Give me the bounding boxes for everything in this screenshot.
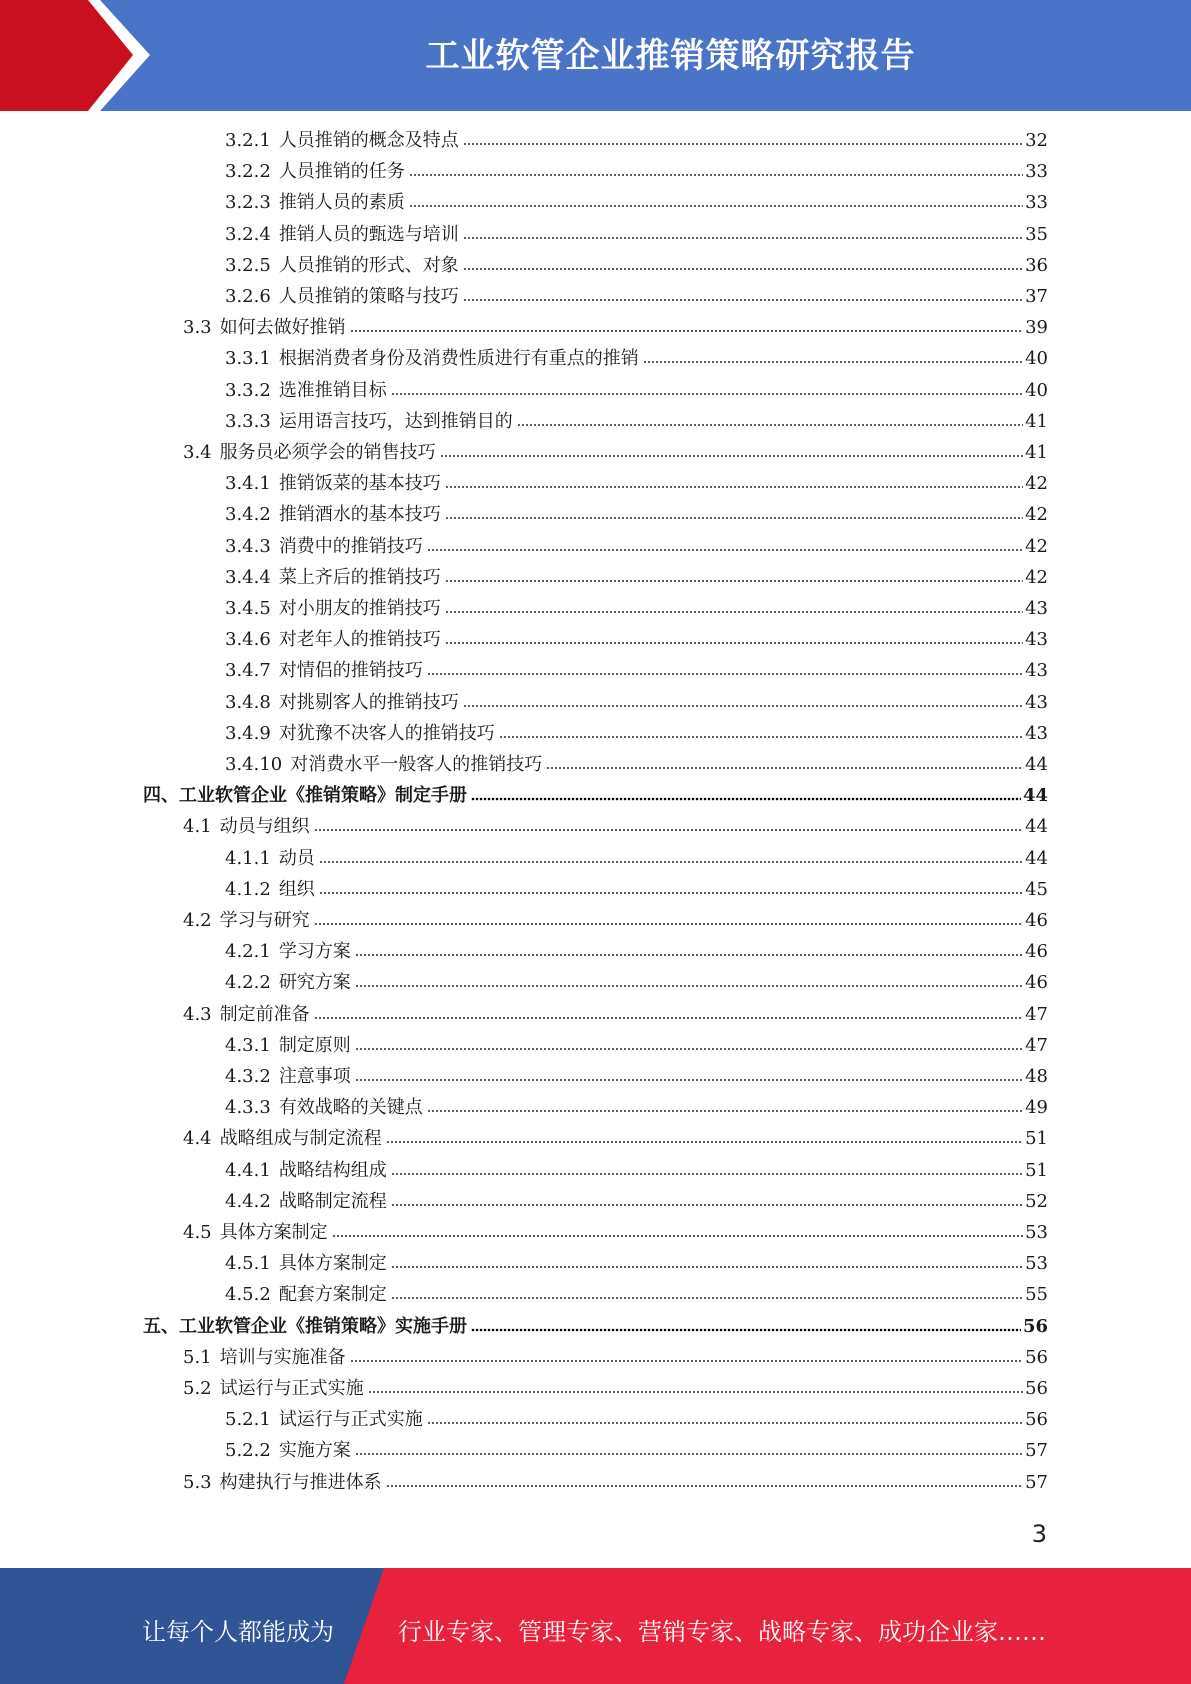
toc-entry[interactable]: [225, 409, 1048, 435]
toc-dot-leader: [427, 671, 1023, 677]
toc-entry-title: 推销人员的素质: [278, 192, 405, 214]
toc-dot-leader: [391, 1171, 1023, 1177]
toc-entry-number: 5.3: [183, 1471, 212, 1493]
toc-entry-title: 战略组成与制定流程: [219, 1128, 382, 1150]
toc-dot-leader: [391, 1202, 1023, 1208]
toc-entry[interactable]: [225, 284, 1048, 310]
toc-dot-leader: [546, 765, 1023, 771]
toc-dot-leader: [391, 391, 1023, 397]
toc-entry-title: 人员推销的策略与技巧: [278, 286, 459, 307]
toc-entry[interactable]: [225, 1438, 1048, 1464]
toc-dot-leader: [391, 1295, 1023, 1301]
toc-entry[interactable]: [183, 1345, 1048, 1371]
toc-entry-page: 56: [1025, 1346, 1048, 1368]
toc-dot-leader: [391, 1264, 1023, 1270]
toc-dot-leader: [471, 796, 1021, 802]
toc-entry-number: 4.5: [183, 1222, 212, 1243]
toc-entry-page: 48: [1025, 1066, 1048, 1087]
toc-dot-leader: [643, 359, 1023, 365]
toc-entry[interactable]: [225, 846, 1048, 872]
toc-entry-title: 选准推销目标: [278, 379, 387, 401]
toc-entry-page: 43: [1025, 691, 1048, 713]
toc-entry-page: 36: [1025, 254, 1048, 276]
toc-entry[interactable]: [225, 128, 1048, 154]
toc-entry-number: 4.3: [183, 1003, 212, 1025]
toc-entry-number: 3.4.5: [225, 598, 271, 619]
toc-entry-page: 42: [1025, 504, 1048, 526]
toc-entry-page: 49: [1025, 1097, 1048, 1119]
toc-entry-number: 3.2.2: [225, 161, 271, 183]
toc-entry-title: 对小朋友的推销技巧: [278, 598, 441, 619]
toc-dot-leader: [427, 547, 1023, 553]
toc-entry-number: 4.1: [183, 816, 212, 838]
toc-entry-page: 44: [1025, 816, 1048, 838]
toc-entry-title: 推销酒水的基本技巧: [278, 504, 441, 526]
toc-entry-number: 3.3: [183, 317, 212, 339]
toc-entry-page: 44: [1025, 754, 1048, 775]
toc-entry-title: 工业软管企业《推销策略》实施手册: [179, 1315, 467, 1337]
toc-dot-leader: [517, 422, 1023, 428]
toc-entry[interactable]: [225, 1251, 1048, 1277]
toc-entry-title: 试运行与正式实施: [219, 1378, 364, 1399]
toc-entry[interactable]: [225, 1064, 1048, 1090]
toc-entry-number: 4.4.1: [225, 1159, 271, 1181]
toc-entry[interactable]: [183, 1376, 1048, 1402]
toc-entry-title: 注意事项: [278, 1066, 351, 1087]
toc-entry-page: 53: [1025, 1253, 1048, 1275]
toc-dot-leader: [471, 1327, 1021, 1333]
toc-entry-number: 3.2.5: [225, 254, 271, 276]
toc-dot-leader: [409, 203, 1023, 209]
toc-entry-page: 57: [1025, 1440, 1048, 1462]
toc-entry-page: 47: [1025, 1034, 1048, 1056]
toc-entry-number: 3.3.2: [225, 379, 271, 401]
toc-dot-leader: [463, 235, 1023, 241]
toc-entry-number: 3.4.9: [225, 722, 271, 744]
toc-dot-leader: [409, 172, 1023, 178]
toc-dot-leader: [314, 1015, 1023, 1021]
toc-entry-number: 4.2.1: [225, 941, 271, 963]
toc-entry-page: 55: [1025, 1284, 1048, 1306]
toc-dot-leader: [350, 1358, 1023, 1364]
toc-dot-leader: [463, 266, 1023, 272]
toc-entry-page: 53: [1025, 1222, 1048, 1243]
toc-entry-title: 学习与研究: [219, 910, 310, 931]
toc-dot-leader: [368, 1389, 1023, 1395]
toc-dot-leader: [445, 609, 1023, 615]
toc-entry-number: 五、: [143, 1315, 179, 1337]
toc-entry-page: 43: [1025, 598, 1048, 619]
page-footer: [0, 1568, 1191, 1684]
toc-entry-page: 46: [1025, 972, 1048, 994]
toc-entry-page: 43: [1025, 722, 1048, 744]
toc-entry-page: 47: [1025, 1003, 1048, 1025]
toc-entry[interactable]: [143, 783, 1048, 809]
toc-dot-leader: [319, 859, 1023, 865]
toc-entry-page: 37: [1025, 286, 1048, 307]
toc-entry-title: 运用语言技巧，达到推销目的: [278, 410, 513, 432]
toc-entry-title: 制定原则: [278, 1034, 351, 1056]
toc-entry-page: 40: [1025, 348, 1048, 370]
toc-entry-number: 5.2.1: [225, 1409, 271, 1431]
toc-entry-title: 实施方案: [278, 1440, 351, 1462]
toc-entry-page: 56: [1025, 1409, 1048, 1431]
toc-entry-number: 3.4.3: [225, 535, 271, 557]
toc-entry-page: 43: [1025, 629, 1048, 651]
toc-entry-page: 41: [1025, 442, 1048, 463]
toc-entry-title: 对老年人的推销技巧: [278, 629, 441, 651]
toc-entry[interactable]: [225, 970, 1048, 996]
toc-entry[interactable]: [225, 502, 1048, 528]
toc-dot-leader: [445, 484, 1023, 490]
toc-dot-leader: [355, 1077, 1023, 1083]
toc-entry-number: 3.4.2: [225, 504, 271, 526]
toc-entry[interactable]: [225, 721, 1048, 747]
toc-entry-title: 制定前准备: [219, 1003, 310, 1025]
toc-entry-title: 具体方案制定: [219, 1222, 328, 1243]
toc-entry-title: 对消费水平一般客人的推销技巧: [290, 754, 543, 775]
toc-entry-page: 40: [1025, 379, 1048, 401]
toc-entry-title: 人员推销的形式、对象: [278, 254, 459, 276]
toc-entry[interactable]: [225, 939, 1048, 965]
toc-entry-page: 56: [1025, 1378, 1048, 1399]
toc-entry-title: 研究方案: [278, 972, 351, 994]
toc-entry-page: 42: [1025, 473, 1048, 495]
toc-entry[interactable]: [225, 877, 1048, 903]
toc-entry-page: 35: [1025, 223, 1048, 245]
toc-entry-number: 3.4.8: [225, 691, 271, 713]
toc-entry[interactable]: [183, 315, 1048, 341]
toc-entry[interactable]: [183, 1126, 1048, 1152]
toc-entry[interactable]: [225, 346, 1048, 372]
toc-entry-page: 39: [1025, 317, 1048, 339]
toc-entry[interactable]: [225, 1282, 1048, 1308]
toc-entry-number: 4.1.2: [225, 878, 271, 900]
toc-entry-title: 有效战略的关键点: [278, 1097, 423, 1119]
toc-entry-title: 学习方案: [278, 941, 351, 963]
toc-entry-number: 4.5.2: [225, 1284, 271, 1306]
toc-entry[interactable]: [225, 471, 1048, 497]
toc-entry-page: 57: [1025, 1471, 1048, 1493]
toc-dot-leader: [463, 703, 1023, 709]
toc-entry[interactable]: [183, 1470, 1048, 1496]
toc-entry[interactable]: [225, 752, 1048, 778]
toc-entry[interactable]: [225, 565, 1048, 591]
toc-dot-leader: [314, 921, 1023, 927]
toc-entry[interactable]: [225, 596, 1048, 622]
toc-entry-title: 动员与组织: [219, 816, 310, 838]
toc-entry-page: 42: [1025, 535, 1048, 557]
toc-dot-leader: [386, 1139, 1023, 1145]
toc-entry-number: 3.4.7: [225, 660, 271, 682]
toc-entry-number: 3.2.1: [225, 130, 271, 151]
toc-entry-page: 42: [1025, 566, 1048, 588]
toc-dot-leader: [319, 890, 1023, 896]
toc-entry-number: 5.1: [183, 1346, 212, 1368]
toc-entry-page: 52: [1025, 1190, 1048, 1212]
toc-entry-number: 4.3.2: [225, 1066, 271, 1087]
toc-entry-page: 32: [1025, 130, 1048, 151]
toc-entry-title: 配套方案制定: [278, 1284, 387, 1306]
toc-entry-title: 构建执行与推进体系: [219, 1471, 382, 1493]
toc-entry[interactable]: [143, 1314, 1048, 1340]
toc-entry-title: 推销饭菜的基本技巧: [278, 473, 441, 495]
toc-entry[interactable]: [183, 1220, 1048, 1246]
toc-entry[interactable]: [225, 1033, 1048, 1059]
toc-dot-leader: [314, 827, 1023, 833]
toc-dot-leader: [355, 1451, 1023, 1457]
toc-entry[interactable]: [225, 690, 1048, 716]
toc-entry-number: 4.1.1: [225, 847, 271, 869]
toc-entry-number: 3.4.4: [225, 566, 271, 588]
toc-entry-title: 试运行与正式实施: [278, 1409, 423, 1431]
toc-entry[interactable]: [183, 440, 1048, 466]
toc-entry[interactable]: [225, 1189, 1048, 1215]
toc-entry[interactable]: [225, 253, 1048, 279]
toc-entry-title: 菜上齐后的推销技巧: [278, 566, 441, 588]
toc-entry-number: 5.2: [183, 1378, 212, 1399]
toc-dot-leader: [386, 1483, 1023, 1489]
toc-entry[interactable]: [225, 222, 1048, 248]
toc-entry-title: 如何去做好推销: [219, 317, 346, 339]
toc-entry-number: 3.2.6: [225, 286, 271, 307]
toc-entry-page: 51: [1025, 1159, 1048, 1181]
toc-entry-page: 44: [1025, 847, 1048, 869]
toc-entry-number: 四、: [143, 785, 179, 807]
toc-entry-number: 3.3.3: [225, 410, 271, 432]
toc-entry-number: 3.2.4: [225, 223, 271, 245]
toc-entry-page: 33: [1025, 161, 1048, 183]
toc-entry-number: 4.3.3: [225, 1097, 271, 1119]
toc-entry-title: 人员推销的概念及特点: [278, 130, 459, 151]
toc-dot-leader: [355, 983, 1023, 989]
toc-entry[interactable]: [225, 1095, 1048, 1121]
toc-dot-leader: [445, 640, 1023, 646]
toc-entry[interactable]: [225, 159, 1048, 185]
toc-entry-title: 组织: [278, 878, 315, 900]
toc-entry-number: 3.4.1: [225, 473, 271, 495]
toc-entry-title: 推销人员的甄选与培训: [278, 223, 459, 245]
toc-entry-title: 动员: [278, 847, 315, 869]
toc-entry[interactable]: [225, 627, 1048, 653]
page-number: 3: [1031, 1520, 1047, 1548]
toc-entry-number: 4.4: [183, 1128, 212, 1150]
toc-entry-title: 工业软管企业《推销策略》制定手册: [179, 785, 467, 807]
toc-entry-title: 培训与实施准备: [219, 1346, 346, 1368]
toc-entry-title: 战略制定流程: [278, 1190, 387, 1212]
toc-entry[interactable]: [183, 908, 1048, 934]
toc-entry-title: 人员推销的任务: [278, 161, 405, 183]
toc-entry-page: 41: [1025, 410, 1048, 432]
toc-entry-number: 4.4.2: [225, 1190, 271, 1212]
toc-entry-number: 4.2.2: [225, 972, 271, 994]
toc-entry-title: 根据消费者身份及消费性质进行有重点的推销: [278, 348, 639, 370]
toc-entry-title: 对情侣的推销技巧: [278, 660, 423, 682]
toc-entry-page: 46: [1025, 910, 1048, 931]
toc-entry-number: 5.2.2: [225, 1440, 271, 1462]
toc-entry[interactable]: [225, 534, 1048, 560]
toc-entry-title: 服务员必须学会的销售技巧: [219, 442, 436, 463]
toc-dot-leader: [427, 1108, 1023, 1114]
toc-entry-number: 3.4.10: [225, 754, 283, 775]
toc-dot-leader: [332, 1233, 1023, 1239]
footer-roles: 行业专家、管理专家、营销专家、战略专家、成功企业家……: [398, 1618, 1046, 1646]
toc-entry-title: 消费中的推销技巧: [278, 535, 423, 557]
toc-entry-page: 44: [1022, 785, 1048, 807]
toc-entry-number: 4.2: [183, 910, 212, 931]
toc-entry[interactable]: [225, 1158, 1048, 1184]
report-title: 工业软管企业推销策略研究报告: [425, 36, 916, 76]
footer-slogan: 让每个人都能成为: [142, 1618, 334, 1646]
toc-dot-leader: [445, 515, 1023, 521]
toc-dot-leader: [499, 734, 1023, 740]
toc-entry-number: 3.3.1: [225, 348, 271, 370]
toc-dot-leader: [350, 328, 1023, 334]
toc-dot-leader: [355, 1046, 1023, 1052]
toc-entry-number: 3.2.3: [225, 192, 271, 214]
toc-entry[interactable]: [225, 658, 1048, 684]
toc-dot-leader: [445, 578, 1023, 584]
toc-entry-page: 46: [1025, 941, 1048, 963]
toc-entry-page: 33: [1025, 192, 1048, 214]
toc-entry[interactable]: [225, 1407, 1048, 1433]
toc-entry[interactable]: [225, 378, 1048, 404]
toc-entry-number: 4.5.1: [225, 1253, 271, 1275]
toc-dot-leader: [427, 1420, 1023, 1426]
toc-dot-leader: [440, 453, 1023, 459]
toc-entry-page: 51: [1025, 1128, 1048, 1150]
toc-entry-number: 4.3.1: [225, 1034, 271, 1056]
toc-entry-page: 45: [1025, 878, 1048, 900]
toc-entry-number: 3.4.6: [225, 629, 271, 651]
page-header: [0, 0, 1191, 111]
toc-dot-leader: [463, 141, 1023, 147]
toc-dot-leader: [463, 297, 1023, 303]
toc-entry-page: 56: [1022, 1315, 1048, 1337]
toc-entry-title: 对挑剔客人的推销技巧: [278, 691, 459, 713]
toc-entry-title: 对犹豫不决客人的推销技巧: [278, 722, 495, 744]
toc-dot-leader: [355, 952, 1023, 958]
toc-entry[interactable]: [225, 190, 1048, 216]
toc-entry[interactable]: [183, 1002, 1048, 1028]
toc-entry-number: 3.4: [183, 442, 212, 463]
toc-entry-title: 战略结构组成: [278, 1159, 387, 1181]
toc-entry[interactable]: [183, 814, 1048, 840]
toc-entry-title: 具体方案制定: [278, 1253, 387, 1275]
toc-entry-page: 43: [1025, 660, 1048, 682]
